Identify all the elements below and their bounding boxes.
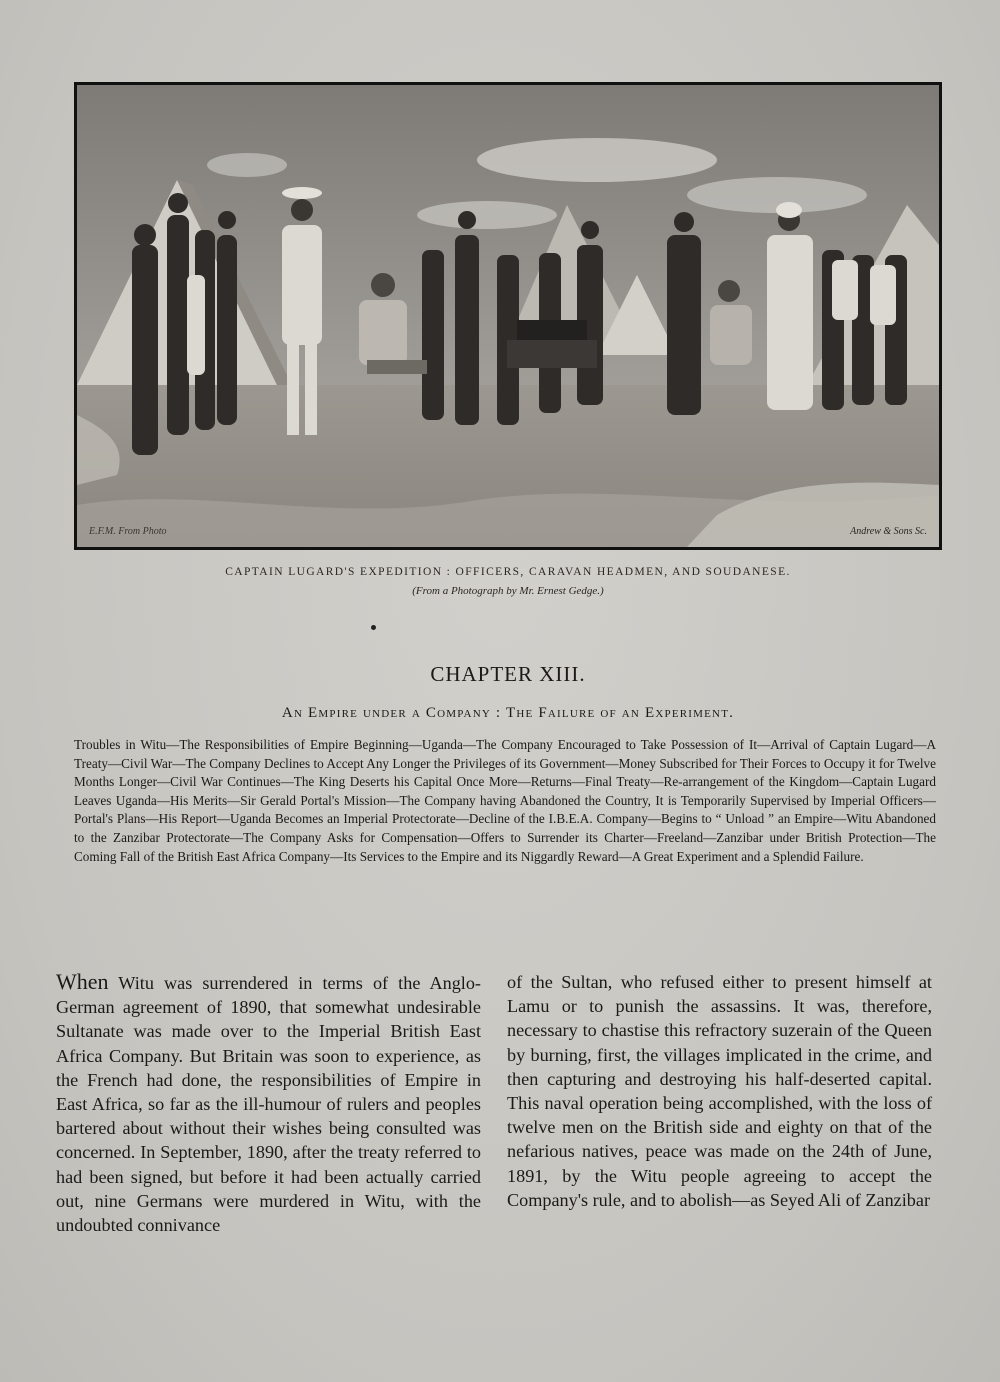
engraver-signature: E.F.M. From Photo [89, 526, 167, 537]
body-column-right [507, 970, 932, 1212]
synopsis-text: Troubles in Witu—The Responsibilities of Empire Beginning—Uganda—The Company Encouraged to Take Possession of It—Arrival of Captain Lugard—A Treaty—Civil War—The Company Declines to Accept Any Longer the Privileges of its Government—Money Subscribed for Their Forces to Occupy it for Twelve Months Longer—Civil War Continues—The King Deserts his Capital Once More—Returns—Final Treaty—Re-arrangement of the Kingdom—Captain Lugard Leaves Uganda—His Merits—Sir Gerald Portal's Mission—The Company having Abandoned the Country, It is Temporarily Supervised by Imperial Officers—Portal's Plans—His Report—Uganda Becomes an Imperial Protectorate—Decline of the I.B.E.A. Company—Begins to “ Unload ” an Empire—Witu Abandoned to the Zanzibar Protectorate—The Company Asks for Compensation—Offers to Surrender its Charter—Freeland—Zanzibar under British Protection—The Coming Fall of the British East Africa Company—Its Services to the Empire and its Niggardly Reward—A Great Experiment and a Splendid Failure. [74, 737, 936, 864]
left-column-text: Witu was surrendered in terms of the Anglo-German agreement of 1890, that somewhat undesirable Sultanate was made over to the Imperial British East Africa Company. But Britain was soon to experience, as the French had done, the responsibilities of Empire in East Africa, so far as the ill-humour of rulers and peoples bartered about without their wishes being consulted was concerned. In September, 1890, after the treaty referred to had been signed, but before it had been actually carried out, nine Germans were murdered in Witu, with the undoubted connivance [56, 973, 481, 1236]
right-column-text: of the Sultan, who refused either to present himself at Lamu or to punish the assassins. It was, therefore, necessary to chastise this refractory suzerain of the Queen by burning, first, the villages implicated in the crime, and then capturing and destroying his half-deserted capital. This naval operation being accomplished, with the loss of twelve men on the British side and eighty on that of the nefarious natives, peace was made on the 24th of June, 1891, by the Witu people agreeing to accept the Company's rule, and to abolish—as Seyed Ali of Zanzibar [507, 972, 932, 1210]
chapter-heading: CHAPTER XIII. [430, 662, 586, 686]
publisher-signature: Andrew & Sons Sc. [850, 526, 927, 537]
opening-word: When [56, 969, 109, 994]
body-paragraph-left [56, 970, 481, 1237]
chapter-title: An Empire under a Company : The Failure of an Experiment. [281, 705, 735, 721]
figure-credit: (From a Photograph by Mr. Ernest Gedge.) [412, 585, 604, 597]
ornament-dot [371, 625, 376, 630]
expedition-photograph [74, 82, 942, 550]
photograph-illustration [77, 85, 939, 547]
chapter-synopsis [74, 736, 936, 866]
figure-caption: CAPTAIN LUGARD'S EXPEDITION : OFFICERS, CARAVAN HEADMEN, AND SOUDANESE. [225, 566, 791, 578]
body-column-left [56, 970, 481, 1237]
